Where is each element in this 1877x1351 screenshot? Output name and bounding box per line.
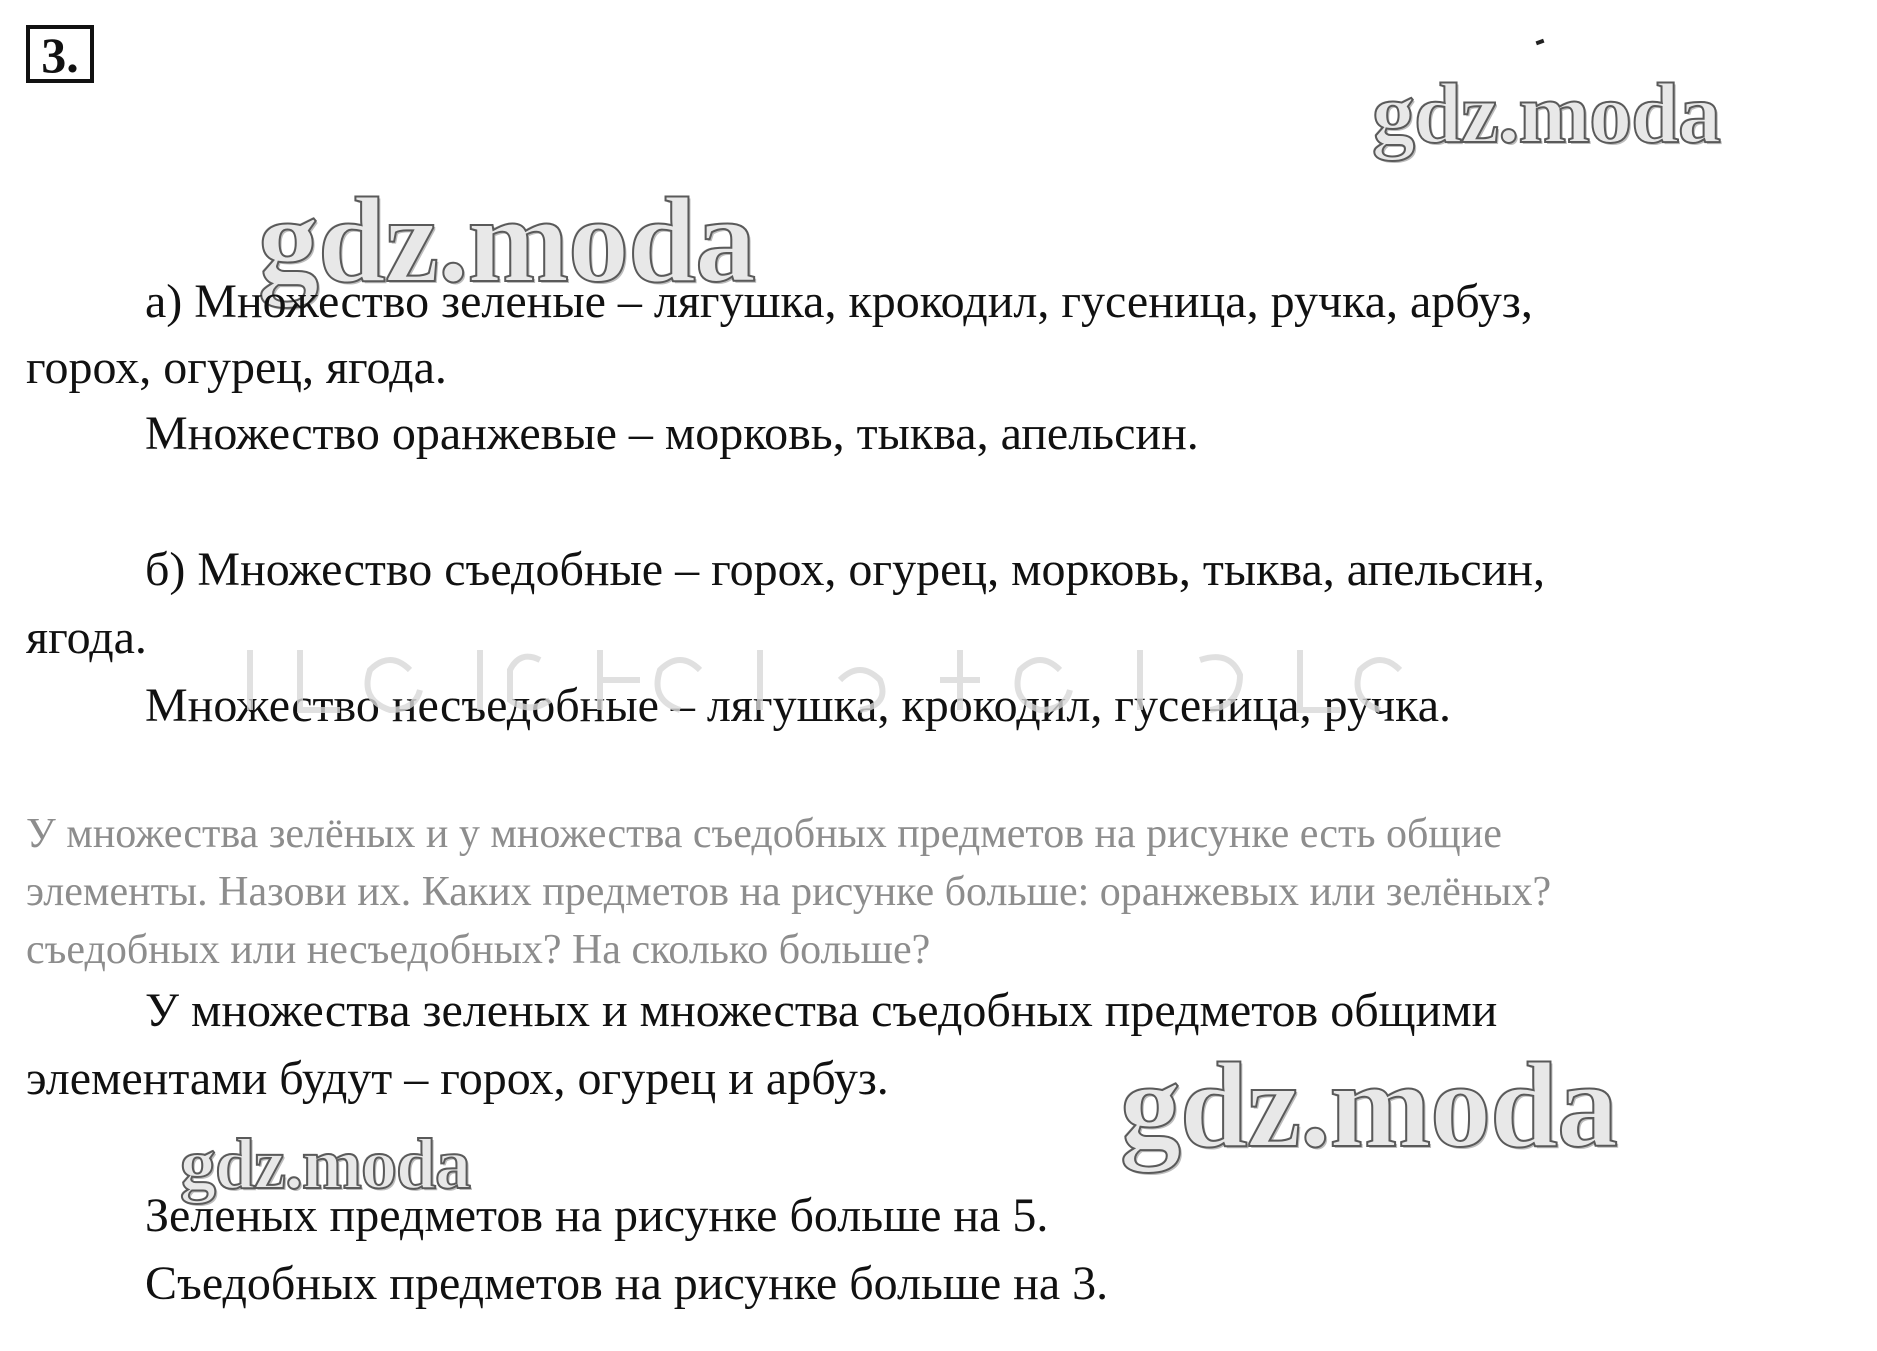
watermark: gdz.moda [1372, 65, 1720, 161]
answer-c-line-3: Зеленых предметов на рисунке больше на 5. [145, 1189, 1049, 1242]
answer-c-line-2: элементами будут – горох, огурец и арбуз. [26, 1052, 889, 1105]
answer-b-line-3: Множество несъедобные – лягушка, крокодил, гусеница, ручка. [145, 679, 1452, 732]
stray-mark [1536, 39, 1545, 45]
question-line-3: съедобных или несъедобных? На сколько больше? [26, 927, 931, 973]
answer-a-line-3: Множество оранжевые – морковь, тыква, апельсин. [145, 407, 1199, 460]
answer-c-line-4: Съедобных предметов на рисунке больше на 3. [145, 1257, 1109, 1310]
task-number: 3. [26, 25, 94, 83]
answer-a-line-1: а) Множество зеленые – лягушка, крокодил, гусеница, ручка, арбуз, [145, 275, 1533, 328]
answer-b-line-1: б) Множество съедобные – горох, огурец, морковь, тыква, апельсин, [145, 543, 1545, 596]
watermark: gdz.moda [1120, 1038, 1617, 1173]
watermark: gdz.moda [180, 1124, 471, 1204]
answer-b-line-2: ягода. [26, 611, 147, 664]
answer-c-line-1: У множества зеленых и множества съедобных предметов общими [145, 984, 1498, 1037]
watermark: gdz.moda [258, 173, 755, 308]
answer-a-line-2: горох, огурец, ягода. [26, 341, 447, 394]
question-line-2: элементы. Назови их. Каких предметов на рисунке больше: оранжевых или зелёных? [26, 869, 1552, 915]
question-line-1: У множества зелёных и у множества съедобных предметов на рисунке есть общие [26, 811, 1502, 857]
